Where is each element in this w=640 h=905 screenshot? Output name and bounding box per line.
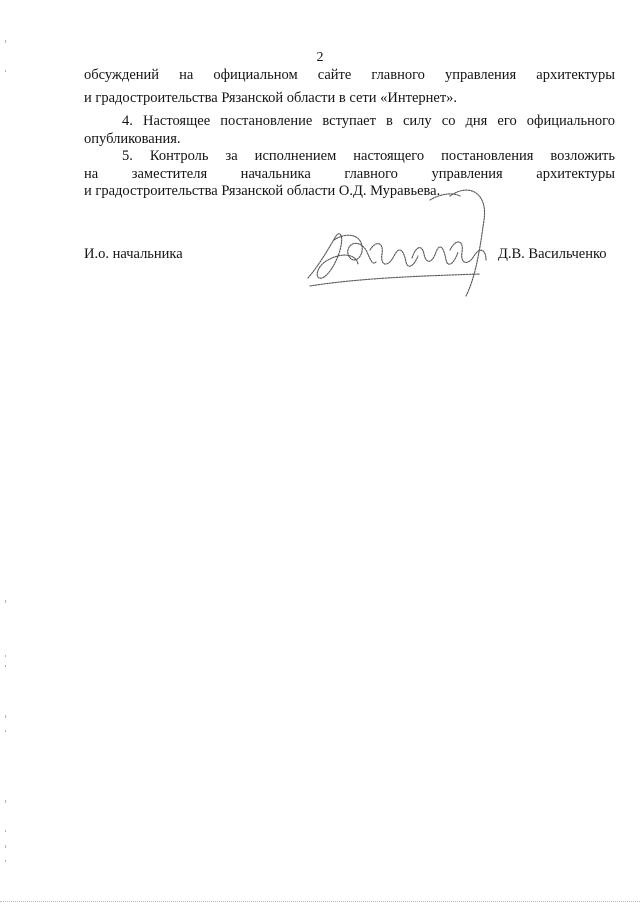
scan-edge-marks: [3, 0, 9, 905]
signatory-title: И.о. начальника: [84, 246, 183, 262]
paragraph-5-line-1: 5. Контроль за исполнением настоящего постановления возложить: [122, 148, 615, 164]
handwritten-signature: [300, 180, 500, 305]
body-line-2: и градостроительства Рязанской области в сети «Интернет».: [84, 90, 458, 106]
paragraph-5-line-2: на заместителя начальника главного управления архитектуры: [84, 166, 615, 182]
paragraph-4-line-2: опубликования.: [84, 131, 181, 147]
body-line-1: обсуждений на официальном сайте главного управления архитектуры: [84, 67, 615, 83]
signatory-name: Д.В. Васильченко: [498, 246, 607, 262]
paragraph-5-line-3: и градостроительства Рязанской области О.Д. Муравьева.: [84, 183, 441, 199]
page-number: 2: [316, 50, 324, 65]
paragraph-4-line-1: 4. Настоящее постановление вступает в силу со дня его официального: [122, 113, 615, 129]
scan-bottom-edge: [0, 901, 640, 903]
